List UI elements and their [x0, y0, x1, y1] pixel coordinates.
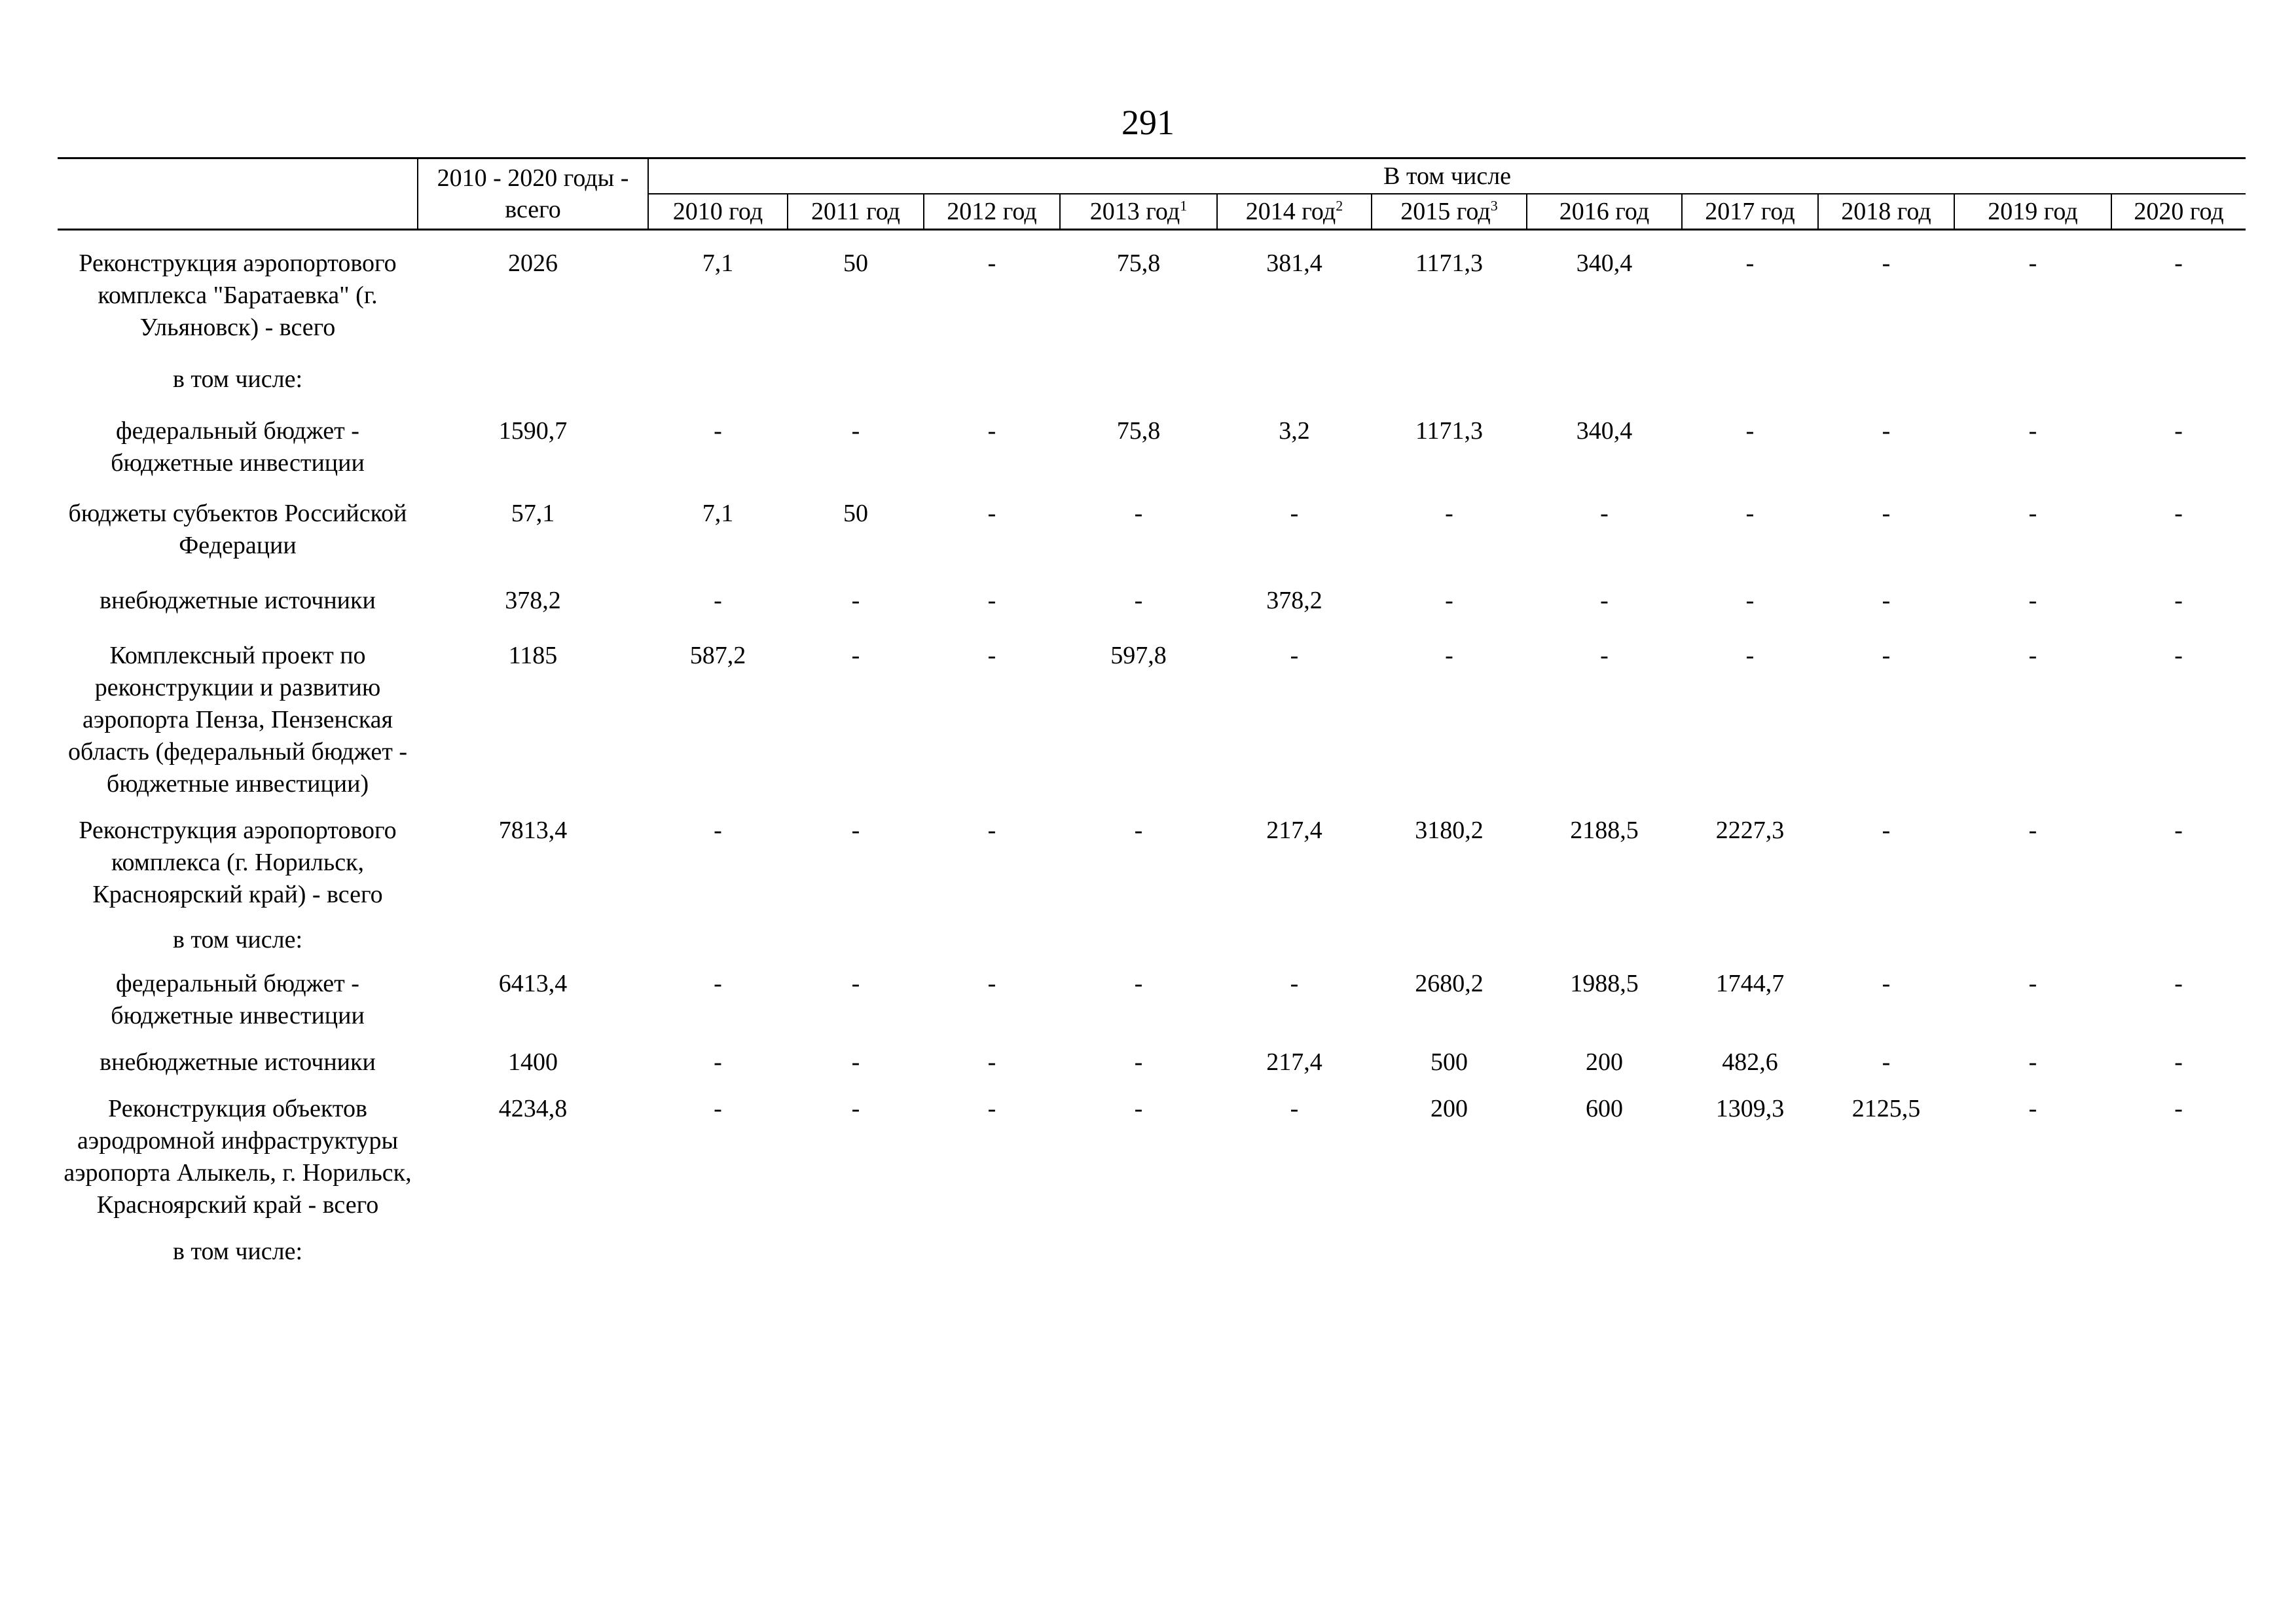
footnote-marker: 1 — [1180, 197, 1188, 214]
cell-value-2019: - — [2028, 500, 2037, 527]
footnote-marker: 3 — [1490, 197, 1498, 214]
cell-value-2011: 50 — [843, 249, 868, 277]
cell-value-2020: - — [2174, 970, 2183, 997]
cell-value-2016: 200 — [1586, 1048, 1623, 1076]
cell-value-2019: - — [2028, 1095, 2037, 1122]
cell-value-2019 — [1954, 363, 2111, 415]
cell-value-2017: 482,6 — [1722, 1048, 1778, 1076]
cell-value-2014: 217,4 — [1266, 817, 1322, 844]
cell-value-2014 — [1217, 924, 1372, 968]
row-label: Реконструкция аэропортового комплекса "Баратаевка" (г. Ульяновск) - всего — [79, 249, 397, 341]
cell-value-2020: - — [2174, 587, 2183, 614]
cell-value-2013: - — [1134, 817, 1143, 844]
cell-value-2010 — [648, 924, 788, 968]
header-year-2018 — [1818, 194, 1954, 229]
header-year-2014 — [1217, 194, 1372, 229]
header-group-label: В том числе — [648, 158, 2246, 194]
cell-value-2011: - — [851, 587, 860, 614]
cell-value-2014: - — [1290, 1095, 1299, 1122]
cell-value-2014 — [1217, 363, 1372, 415]
cell-value-2020 — [2111, 1236, 2246, 1268]
cell-value-2019: - — [2028, 249, 2037, 277]
header-year-label: 2015 год — [1400, 198, 1491, 225]
cell-value-2020 — [2111, 363, 2246, 415]
cell-value-2010: - — [714, 817, 722, 844]
cell-value-2012 — [924, 363, 1060, 415]
cell-value-2020: - — [2174, 1095, 2183, 1122]
cell-value-2020 — [2111, 924, 2246, 968]
cell-value-2010: - — [714, 1095, 722, 1122]
cell-value-2016: - — [1600, 642, 1609, 669]
cell-value-2014: 3,2 — [1279, 417, 1310, 445]
cell-value-2018 — [1818, 363, 1954, 415]
cell-value-2020: - — [2174, 249, 2183, 277]
cell-value-2012: - — [987, 1095, 996, 1122]
row-label: в том числе: — [172, 926, 303, 953]
row-total: 7813,4 — [498, 817, 568, 844]
cell-value-2011: - — [851, 1095, 860, 1122]
row-total: 1400 — [508, 1048, 558, 1076]
cell-value-2015: - — [1445, 587, 1453, 614]
cell-value-2012: - — [987, 642, 996, 669]
cell-value-2010: - — [714, 970, 722, 997]
cell-value-2015 — [1372, 363, 1527, 415]
row-total: 57,1 — [511, 500, 555, 527]
row-label: Комплексный проект по реконструкции и развитию аэропорта Пенза, Пензенская область (федеральный бюджет - бюджетные инвестиции) — [67, 642, 408, 798]
header-year-2016 — [1527, 194, 1682, 229]
cell-value-2018 — [1818, 924, 1954, 968]
cell-value-2011: 50 — [843, 500, 868, 527]
row-label: в том числе: — [172, 365, 303, 393]
row-total — [418, 924, 648, 968]
header-year-label: 2020 год — [2134, 198, 2224, 225]
cell-value-2019: - — [2028, 642, 2037, 669]
cell-value-2014: 217,4 — [1266, 1048, 1322, 1076]
cell-value-2017: - — [1745, 500, 1755, 527]
row-total — [418, 1236, 648, 1268]
header-year-label: 2013 год — [1089, 198, 1180, 225]
footnote-marker: 2 — [1336, 197, 1343, 214]
cell-value-2017 — [1682, 924, 1818, 968]
cell-value-2019 — [1954, 1236, 2111, 1268]
cell-value-2020: - — [2174, 417, 2183, 445]
cell-value-2014: - — [1290, 500, 1299, 527]
cell-value-2010: 7,1 — [702, 500, 734, 527]
table-row — [58, 248, 2246, 363]
cell-value-2017: 2227,3 — [1715, 817, 1785, 844]
cell-value-2011: - — [851, 1048, 860, 1076]
cell-value-2016: 340,4 — [1576, 249, 1633, 277]
cell-value-2013: - — [1134, 1095, 1143, 1122]
cell-value-2019: - — [2028, 1048, 2037, 1076]
cell-value-2015: 200 — [1430, 1095, 1468, 1122]
cell-value-2014: 378,2 — [1266, 587, 1322, 614]
header-year-2015 — [1372, 194, 1527, 229]
cell-value-2013: - — [1134, 970, 1143, 997]
cell-value-2020: - — [2174, 642, 2183, 669]
header-year-2010 — [648, 194, 788, 229]
cell-value-2014: 381,4 — [1266, 249, 1322, 277]
cell-value-2011: - — [851, 417, 860, 445]
table-row — [58, 585, 2246, 640]
row-label: внебюджетные источники — [100, 587, 376, 614]
row-total: 4234,8 — [498, 1095, 568, 1122]
header-year-2019 — [1954, 194, 2111, 229]
table-body — [58, 230, 2246, 1268]
cell-value-2014: - — [1290, 642, 1299, 669]
cell-value-2011: - — [851, 817, 860, 844]
row-total — [418, 363, 648, 415]
cell-value-2013: 597,8 — [1110, 642, 1167, 669]
cell-value-2014: - — [1290, 970, 1299, 997]
cell-value-2016: 2188,5 — [1570, 817, 1639, 844]
cell-value-2017: 1309,3 — [1715, 1095, 1785, 1122]
cell-value-2015: 1171,3 — [1415, 249, 1484, 277]
cell-value-2015: - — [1445, 642, 1453, 669]
cell-value-2019: - — [2028, 417, 2037, 445]
cell-value-2016 — [1527, 363, 1682, 415]
cell-value-2010: - — [714, 587, 722, 614]
cell-value-2019: - — [2028, 817, 2037, 844]
row-label: Реконструкция объектов аэродромной инфраструктуры аэропорта Алыкель, г. Норильск, Красноярский край - всего — [64, 1095, 412, 1219]
row-total: 6413,4 — [498, 970, 568, 997]
header-year-2011 — [788, 194, 924, 229]
header-year-label: 2016 год — [1559, 198, 1650, 225]
header-year-2017 — [1682, 194, 1818, 229]
cell-value-2017: - — [1745, 417, 1755, 445]
cell-value-2011 — [788, 924, 924, 968]
row-label: федеральный бюджет - бюджетные инвестиции — [111, 417, 365, 477]
cell-value-2010: - — [714, 417, 722, 445]
table-row — [58, 924, 2246, 968]
table-row — [58, 415, 2246, 498]
cell-value-2018: - — [1882, 249, 1891, 277]
table-row — [58, 1236, 2246, 1268]
cell-value-2012: - — [987, 1048, 996, 1076]
cell-value-2010: - — [714, 1048, 722, 1076]
table-row — [58, 968, 2246, 1046]
cell-value-2015: 500 — [1430, 1048, 1468, 1076]
cell-value-2016: 600 — [1586, 1095, 1623, 1122]
cell-value-2012: - — [987, 970, 996, 997]
cell-value-2013: 75,8 — [1116, 249, 1161, 277]
row-total: 1185 — [508, 642, 558, 669]
cell-value-2018: - — [1882, 970, 1891, 997]
row-total: 1590,7 — [498, 417, 568, 445]
cell-value-2018: - — [1882, 1048, 1891, 1076]
cell-value-2019: - — [2028, 970, 2037, 997]
cell-value-2017: - — [1745, 642, 1755, 669]
budget-table — [58, 157, 2246, 1268]
header-year-label: 2011 год — [811, 198, 900, 225]
table-row — [58, 1046, 2246, 1093]
cell-value-2017 — [1682, 1236, 1818, 1268]
table-row — [58, 640, 2246, 815]
cell-value-2013: - — [1134, 500, 1143, 527]
header-year-2020 — [2111, 194, 2246, 229]
cell-value-2020: - — [2174, 1048, 2183, 1076]
row-label: в том числе: — [172, 1238, 303, 1265]
cell-value-2018: - — [1882, 500, 1891, 527]
cell-value-2018 — [1818, 1236, 1954, 1268]
cell-value-2020: - — [2174, 817, 2183, 844]
cell-value-2015: 1171,3 — [1415, 417, 1484, 445]
cell-value-2015: 2680,2 — [1415, 970, 1484, 997]
cell-value-2012: - — [987, 417, 996, 445]
cell-value-2017: 1744,7 — [1715, 970, 1785, 997]
header-year-label: 2012 год — [947, 198, 1037, 225]
header-year-2012 — [924, 194, 1060, 229]
row-label: федеральный бюджет - бюджетные инвестиции — [111, 970, 365, 1029]
page-number: 291 — [1121, 103, 1175, 142]
table-row — [58, 1093, 2246, 1236]
cell-value-2013 — [1060, 1236, 1217, 1268]
cell-value-2016: - — [1600, 500, 1609, 527]
header-year-label: 2018 год — [1841, 198, 1931, 225]
cell-value-2011 — [788, 363, 924, 415]
cell-value-2017 — [1682, 363, 1818, 415]
cell-value-2019 — [1954, 924, 2111, 968]
cell-value-2013 — [1060, 924, 1217, 968]
header-year-label: 2019 год — [1988, 198, 2078, 225]
cell-value-2015 — [1372, 924, 1527, 968]
cell-value-2020: - — [2174, 500, 2183, 527]
cell-value-2016: 340,4 — [1576, 417, 1633, 445]
cell-value-2010 — [648, 363, 788, 415]
row-total: 378,2 — [505, 587, 561, 614]
cell-value-2018: - — [1882, 817, 1891, 844]
cell-value-2018: 2125,5 — [1851, 1095, 1921, 1122]
row-label: внебюджетные источники — [100, 1048, 376, 1076]
cell-value-2015 — [1372, 1236, 1527, 1268]
row-total: 2026 — [508, 249, 558, 277]
cell-value-2017: - — [1745, 249, 1755, 277]
row-label: бюджеты субъектов Российской Федерации — [68, 500, 407, 559]
cell-value-2014 — [1217, 1236, 1372, 1268]
cell-value-2018: - — [1882, 417, 1891, 445]
header-year-label: 2010 год — [672, 198, 763, 225]
table-header — [58, 158, 2246, 230]
table-row — [58, 498, 2246, 585]
cell-value-2010 — [648, 1236, 788, 1268]
cell-value-2012 — [924, 924, 1060, 968]
header-year-label: 2017 год — [1705, 198, 1795, 225]
cell-value-2013: 75,8 — [1116, 417, 1161, 445]
header-year-label: 2014 год — [1245, 198, 1336, 225]
cell-value-2016 — [1527, 1236, 1682, 1268]
table-row — [58, 815, 2246, 924]
table-row — [58, 363, 2246, 415]
cell-value-2018: - — [1882, 642, 1891, 669]
cell-value-2016: 1988,5 — [1570, 970, 1639, 997]
cell-value-2013: - — [1134, 1048, 1143, 1076]
cell-value-2019: - — [2028, 587, 2037, 614]
cell-value-2013: - — [1134, 587, 1143, 614]
cell-value-2011: - — [851, 970, 860, 997]
cell-value-2012: - — [987, 249, 996, 277]
cell-value-2010: 587,2 — [689, 642, 746, 669]
cell-value-2011: - — [851, 642, 860, 669]
cell-value-2015: - — [1445, 500, 1453, 527]
cell-value-2012: - — [987, 817, 996, 844]
cell-value-2012: - — [987, 500, 996, 527]
row-label: Реконструкция аэропортового комплекса (г. Норильск, Красноярский край) - всего — [79, 817, 397, 908]
header-year-2013 — [1060, 194, 1217, 229]
cell-value-2012 — [924, 1236, 1060, 1268]
cell-value-2011 — [788, 1236, 924, 1268]
header-empty-cell — [58, 158, 418, 229]
cell-value-2016: - — [1600, 587, 1609, 614]
cell-value-2013 — [1060, 363, 1217, 415]
header-total-column: 2010 - 2020 годы - всего — [418, 158, 648, 229]
cell-value-2012: - — [987, 587, 996, 614]
cell-value-2016 — [1527, 924, 1682, 968]
cell-value-2010: 7,1 — [702, 249, 734, 277]
cell-value-2018: - — [1882, 587, 1891, 614]
cell-value-2015: 3180,2 — [1415, 817, 1484, 844]
cell-value-2017: - — [1745, 587, 1755, 614]
